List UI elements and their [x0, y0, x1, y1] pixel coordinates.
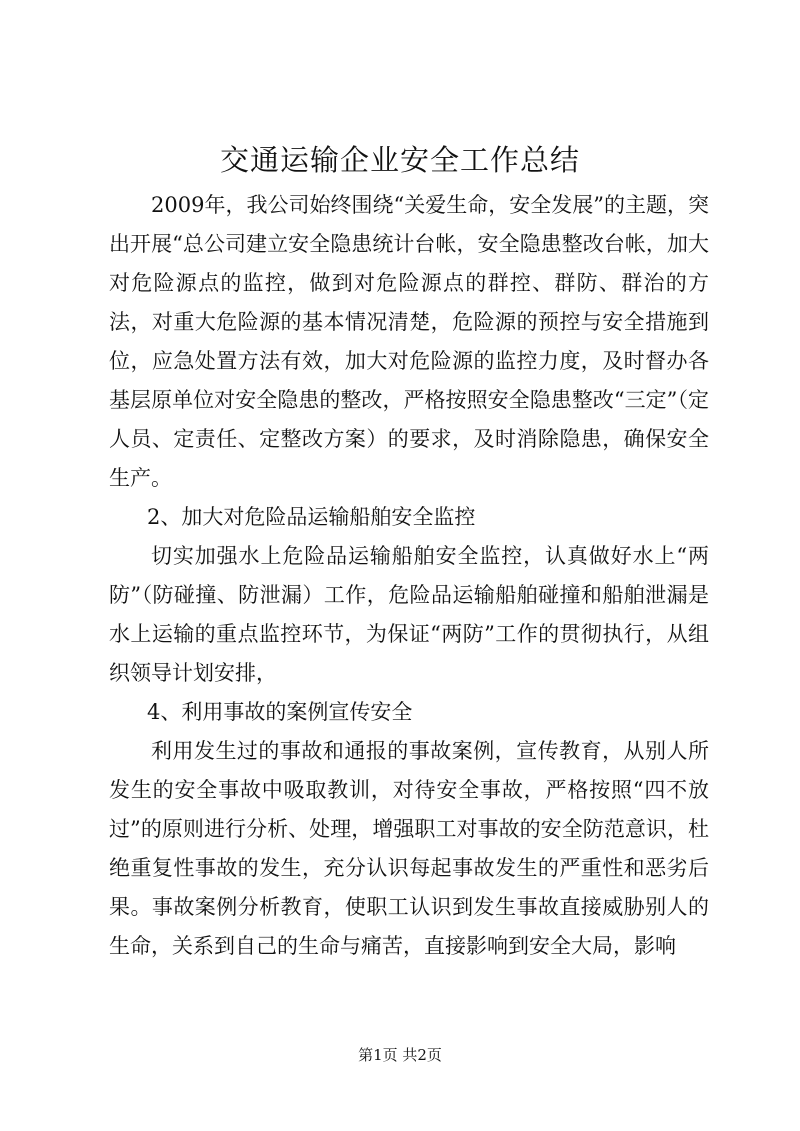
page-title: 交通运输企业安全工作总结: [219, 143, 580, 177]
page-number-footer: 第1页 共2页: [358, 1046, 442, 1064]
paragraph-intro: 2009年，我公司始终围绕“关爱生命，安全发展”的主题，突出开展“总公司建立安全隐患统计台帐，安全隐患整改台帐，加大对危险源点的监控，做到对危险源点的群控、群防、群治的方法，对重大危险源的基本情况清楚，危险源的预控与安全措施到位，应急处置方法有效，加大对危险源的监控力度，及时督办各基层原单位对安全隐患的整改，严格按照安全隐患整改“三定”（定人员、定责任、定整改方案）的要求，及时消除隐患，确保安全生产。: [109, 193, 709, 490]
paragraph-ship-monitoring: 切实加强水上危险品运输船舶安全监控，认真做好水上“两防”（防碰撞、防泄漏）工作，危险品运输船舶碰撞和船舶泄漏是水上运输的重点监控环节，为保证“两防”工作的贯彻执行，从组织领导计划安排，: [109, 544, 709, 685]
paragraph-accident-cases: 利用发生过的事故和通报的事故案例，宣传教育，从别人所发生的安全事故中吸取教训，对待安全事故，严格按照“四不放过”的原则进行分析、处理，增强职工对事故的安全防范意识，杜绝重复性事故的发生，充分认识每起事故发生的严重性和恶劣后果。事故案例分析教育，使职工认识到发生事故直接威胁别人的生命，关系到自己的生命与痛苦，直接影响到安全大局，影响: [109, 739, 709, 958]
section-heading-2: 2、加大对危险品运输船舶安全监控: [147, 505, 476, 529]
section-heading-4: 4、利用事故的案例宣传安全: [147, 700, 413, 724]
document-body: [109, 186, 709, 966]
